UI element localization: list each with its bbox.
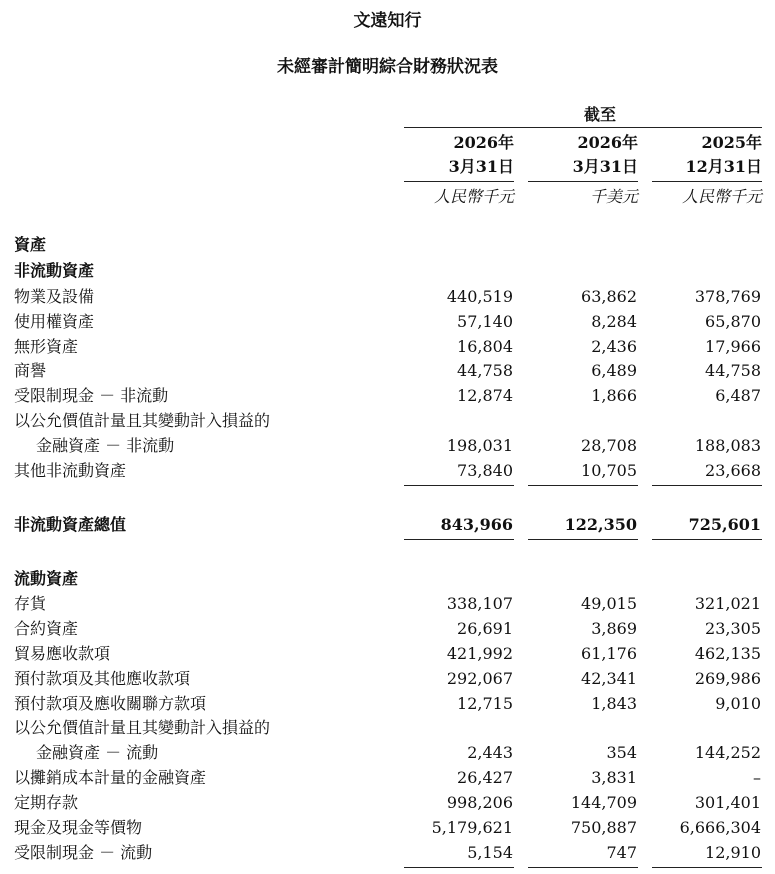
row-label: 定期存款 [14, 793, 79, 812]
cell-value: 23,668 [705, 461, 761, 480]
column-3-rule [652, 181, 762, 182]
cell-value: 198,031 [446, 436, 513, 455]
subtotal-rule [528, 485, 638, 486]
cell-value: 747 [606, 843, 637, 862]
row-label: 物業及設備 [14, 287, 95, 306]
table-row [0, 617, 775, 641]
cell-value: 6,666,304 [679, 818, 761, 837]
cell-value: 354 [606, 743, 637, 762]
cell-value: 1,866 [591, 386, 637, 405]
row-label: 現金及現金等價物 [14, 818, 143, 837]
row-label: 預付款項及應收關聯方款項 [14, 694, 207, 713]
column-3-year: 2025年 [701, 133, 762, 152]
table-row [0, 741, 775, 765]
cell-value: 12,715 [457, 694, 513, 713]
row-label: 無形資產 [14, 337, 79, 356]
cell-value: 292,067 [446, 669, 513, 688]
total-rule [652, 539, 762, 540]
column-3-unit: 人民幣千元 [681, 187, 762, 206]
table-row [0, 592, 775, 616]
row-label: 金融資產 － 非流動 [36, 436, 175, 455]
column-2-date: 3月31日 [572, 157, 638, 176]
cell-value: 321,021 [694, 594, 761, 613]
cell-value: 17,966 [705, 337, 761, 356]
cell-value: 122,350 [564, 515, 637, 534]
section-current-assets: 流動資產 [14, 569, 79, 588]
cell-value: 3,831 [591, 768, 637, 787]
table-row [0, 434, 775, 458]
column-header-3 [652, 131, 762, 179]
subtotal-rule [528, 867, 638, 868]
cell-value: 301,401 [694, 793, 761, 812]
cell-value: 440,519 [446, 287, 513, 306]
row-label: 受限制現金 － 流動 [14, 843, 153, 862]
cell-value: 6,487 [715, 386, 761, 405]
cell-value: 144,252 [694, 743, 761, 762]
table-row [0, 285, 775, 309]
cell-value: 49,015 [581, 594, 637, 613]
table-row [0, 359, 775, 383]
cell-value: 421,992 [446, 644, 513, 663]
section-assets: 資產 [14, 235, 47, 254]
cell-value: 378,769 [694, 287, 761, 306]
column-2-year: 2026年 [577, 133, 638, 152]
table-row [0, 766, 775, 790]
cell-value: 269,986 [694, 669, 761, 688]
table-row [0, 667, 775, 691]
cell-value: 188,083 [694, 436, 761, 455]
cell-value: 44,758 [457, 361, 513, 380]
row-label: 其他非流動資產 [14, 461, 127, 480]
cell-value: 23,305 [705, 619, 761, 638]
column-2-rule [528, 181, 638, 182]
cell-value: 338,107 [446, 594, 513, 613]
cell-value: 843,966 [440, 515, 513, 534]
cell-value: 61,176 [581, 644, 637, 663]
column-2-unit: 千美元 [589, 187, 638, 206]
row-label: 以攤銷成本計量的金融資產 [14, 768, 207, 787]
column-header-2 [528, 131, 638, 179]
cell-value: 44,758 [705, 361, 761, 380]
company-name: 文遠知行 [353, 11, 422, 31]
cell-value: 2,443 [467, 743, 513, 762]
column-1-unit: 人民幣千元 [433, 187, 514, 206]
table-row [0, 841, 775, 865]
cell-value: 10,705 [581, 461, 637, 480]
section-non-current-assets: 非流動資產 [14, 261, 95, 280]
subtotal-rule [404, 867, 514, 868]
column-1-rule [404, 181, 514, 182]
table-row [0, 335, 775, 359]
row-label: 合約資產 [14, 619, 79, 638]
total-rule [528, 539, 638, 540]
table-row [0, 310, 775, 334]
table-row [0, 409, 775, 433]
total-row [0, 513, 775, 537]
cell-value: 2,436 [591, 337, 637, 356]
cell-value: 65,870 [705, 312, 761, 331]
cell-value: 28,708 [581, 436, 637, 455]
cell-value: 5,154 [467, 843, 513, 862]
cell-value: 5,179,621 [431, 818, 513, 837]
cell-value: 12,874 [457, 386, 513, 405]
cell-value: 26,427 [457, 768, 513, 787]
row-label: 非流動資產總值 [14, 515, 127, 534]
row-label: 貿易應收款項 [14, 644, 111, 663]
column-1-year: 2026年 [453, 133, 514, 152]
header-rule [404, 127, 762, 128]
cell-value: 73,840 [457, 461, 513, 480]
cell-value: 998,206 [446, 793, 513, 812]
cell-value: 3,869 [591, 619, 637, 638]
table-row [0, 716, 775, 740]
table-row [0, 384, 775, 408]
subtotal-rule [652, 485, 762, 486]
column-1-date: 3月31日 [448, 157, 514, 176]
cell-value: 63,862 [581, 287, 637, 306]
cell-value: – [753, 768, 761, 787]
cell-value: 12,910 [705, 843, 761, 862]
cell-value: 9,010 [715, 694, 761, 713]
cell-value: 6,489 [591, 361, 637, 380]
statement-title: 未經審計簡明綜合財務狀況表 [277, 57, 498, 77]
table-row [0, 791, 775, 815]
row-label: 存貨 [14, 594, 47, 613]
row-label: 以公允價值計量且其變動計入損益的 [14, 718, 271, 737]
column-3-date: 12月31日 [685, 157, 762, 176]
table-row [0, 642, 775, 666]
cell-value: 462,135 [694, 644, 761, 663]
row-label: 預付款項及其他應收款項 [14, 669, 191, 688]
row-label: 金融資產 － 流動 [36, 743, 159, 762]
table-row [0, 816, 775, 840]
row-label: 受限制現金 － 非流動 [14, 386, 169, 405]
cell-value: 750,887 [570, 818, 637, 837]
cell-value: 26,691 [457, 619, 513, 638]
subtotal-rule [652, 867, 762, 868]
table-row [0, 459, 775, 483]
row-label: 以公允價值計量且其變動計入損益的 [14, 411, 271, 430]
cell-value: 1,843 [591, 694, 637, 713]
total-rule [404, 539, 514, 540]
cell-value: 42,341 [581, 669, 637, 688]
as-at-label: 截至 [583, 105, 616, 124]
column-header-1 [404, 131, 514, 179]
cell-value: 16,804 [457, 337, 513, 356]
cell-value: 725,601 [688, 515, 761, 534]
row-label: 商譽 [14, 361, 47, 380]
cell-value: 8,284 [591, 312, 637, 331]
table-row [0, 692, 775, 716]
subtotal-rule [404, 485, 514, 486]
row-label: 使用權資產 [14, 312, 95, 331]
cell-value: 57,140 [457, 312, 513, 331]
cell-value: 144,709 [570, 793, 637, 812]
